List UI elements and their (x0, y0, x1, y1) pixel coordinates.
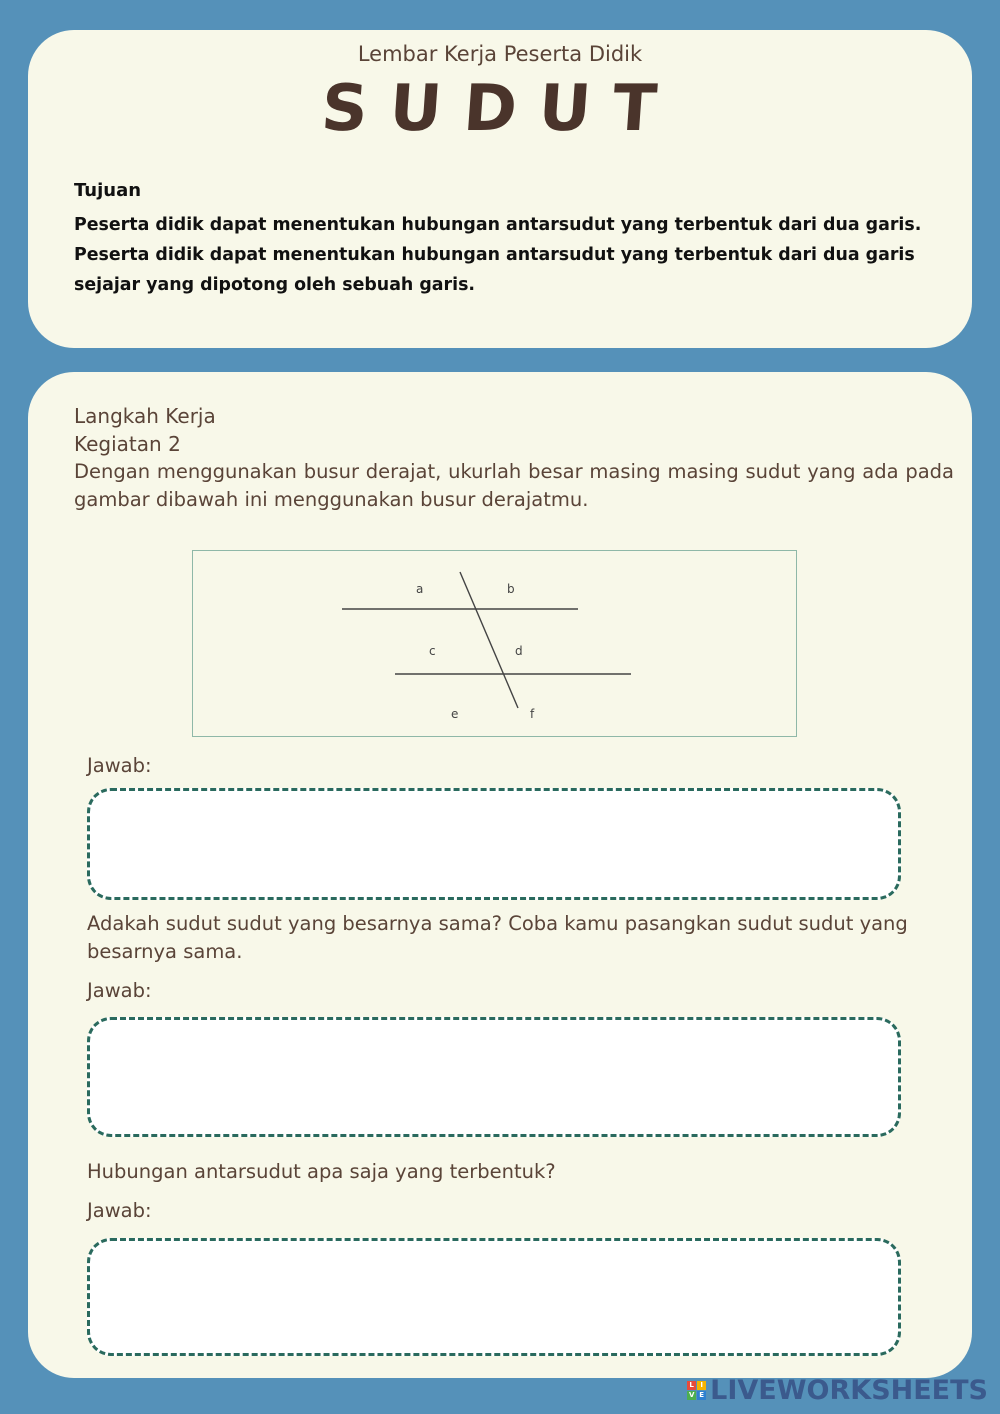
logo-cell-i: I (697, 1381, 706, 1390)
answer-label-3: Jawab: (87, 1199, 152, 1222)
angle-label-c: c (429, 644, 436, 658)
header-card (28, 30, 972, 348)
liveworksheets-watermark (687, 1375, 988, 1406)
answer-label-2: Jawab: (87, 979, 152, 1002)
goals-text: Peserta didik dapat menentukan hubungan antarsudut yang terbentuk dari dua garis. Peserta didik dapat menentukan hubungan antarsudut yang terbentuk dari dua garis sejajar yang dipotong oleh sebuah garis. (74, 215, 922, 295)
goals-heading: Tujuan (74, 180, 142, 201)
activity-card (28, 372, 972, 1378)
angle-label-a: a (416, 582, 424, 596)
logo-cell-v: V (688, 1391, 695, 1399)
liveworksheets-logo-icon (687, 1381, 706, 1400)
logo-cell-e: E (697, 1391, 706, 1400)
angle-label-b: b (507, 582, 515, 596)
worksheet-subtitle: Lembar Kerja Peserta Didik (357, 42, 643, 66)
answer-label-1: Jawab: (87, 754, 152, 777)
logo-cell-l: L (687, 1381, 696, 1390)
angle-diagram (193, 551, 796, 736)
question-2: Adakah sudut sudut yang besarnya sama? Coba kamu pasangkan sudut sudut yang besarnya sama. (87, 912, 908, 963)
angle-label-e: e (451, 707, 459, 721)
answer-box-1[interactable] (87, 788, 901, 900)
question-3: Hubungan antarsudut apa saja yang terbentuk? (87, 1160, 556, 1183)
answer-box-3[interactable] (87, 1238, 901, 1356)
worksheet-title: SUDUT (319, 72, 681, 146)
steps-label: Langkah Kerja (74, 404, 216, 428)
answer-box-2[interactable] (87, 1017, 901, 1137)
angle-label-d: d (515, 644, 523, 658)
angle-figure (192, 550, 797, 737)
watermark-text: LIVEWORKSHEETS (710, 1375, 988, 1406)
angle-label-f: f (530, 707, 535, 721)
activity-label: Kegiatan 2 (74, 432, 181, 456)
instruction-text: Dengan menggunakan busur derajat, ukurlah besar masing masing sudut yang ada pada gambar dibawah ini menggunakan busur derajatmu. (74, 460, 954, 511)
